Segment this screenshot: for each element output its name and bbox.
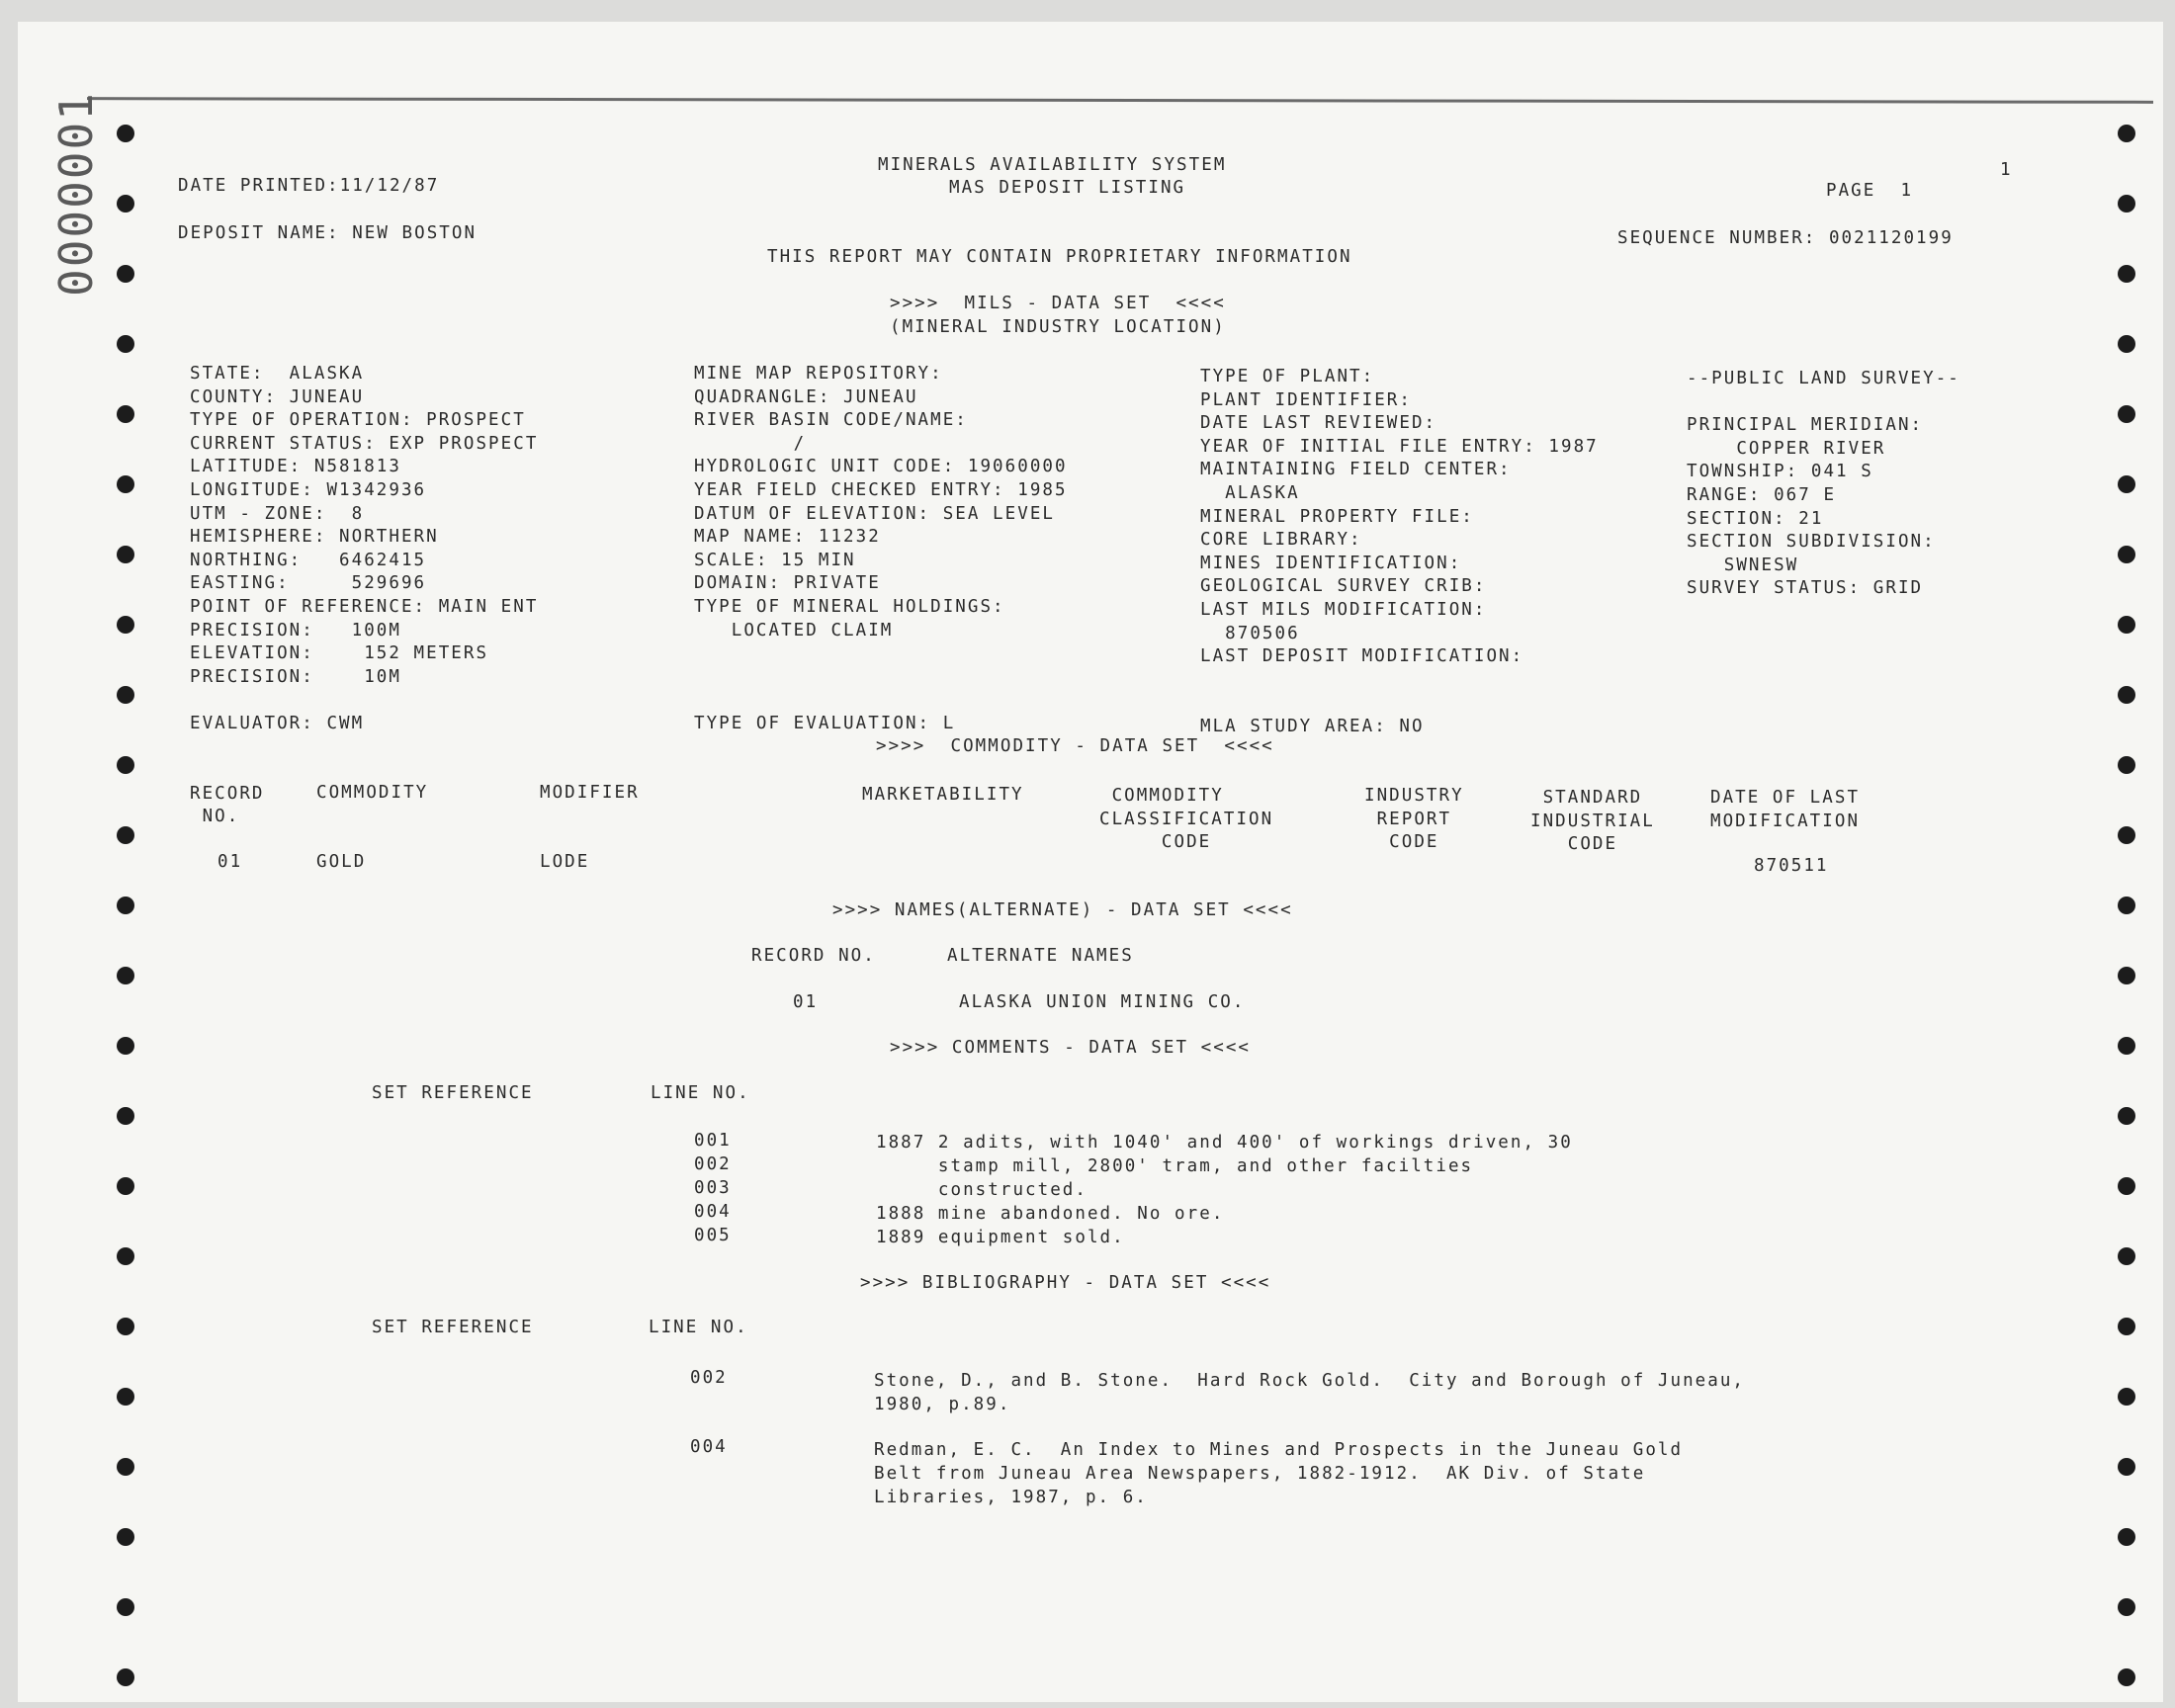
mils-field: --PUBLIC LAND SURVEY-- [1687, 369, 1960, 388]
bibliography-line-no: LINE NO. [649, 1318, 748, 1337]
feed-hole [117, 897, 134, 914]
mils-field: SECTION: 21 [1687, 508, 1824, 529]
feed-hole [2118, 1037, 2135, 1055]
feed-hole [2118, 1247, 2135, 1265]
mils-field: LONGITUDE: W1342936 [190, 479, 427, 500]
bibliography-heading: >>>> BIBLIOGRAPHY - DATA SET <<<< [860, 1273, 1271, 1293]
col-classification: COMMODITY CLASSIFICATION CODE [1099, 786, 1274, 852]
commodity-heading: >>>> COMMODITY - DATA SET <<<< [876, 736, 1274, 756]
feed-hole [2118, 1598, 2135, 1616]
feed-hole [117, 1107, 134, 1125]
bibliography-citation: Redman, E. C. An Index to Mines and Prospects in the Juneau Gold Belt from Juneau Area Newspapers, 1882-1912. AK Div. of State Libraries, 1987, p. 6. [874, 1440, 1684, 1507]
comment-line-text: constructed. [876, 1180, 1088, 1200]
feed-hole [2118, 195, 2135, 213]
mils-field: DOMAIN: PRIVATE [694, 573, 881, 594]
feed-hole [2118, 897, 2135, 914]
names-alternate-name: ALASKA UNION MINING CO. [959, 992, 1246, 1012]
mils-field: PRECISION: 10M [190, 666, 401, 687]
feed-hole [2118, 756, 2135, 774]
mils-field: YEAR OF INITIAL FILE ENTRY: 1987 [1200, 436, 1599, 457]
mils-field: MAP NAME: 11232 [694, 527, 881, 548]
feed-hole [2118, 616, 2135, 634]
mils-field [694, 689, 1068, 713]
feed-hole [2118, 686, 2135, 704]
page-number: PAGE 1 [1826, 181, 1914, 201]
mils-field: TYPE OF EVALUATION: L [694, 713, 956, 733]
comment-line-text: 1887 2 adits, with 1040' and 400' of workings driven, 30 [876, 1133, 1573, 1153]
mils-field: COPPER RIVER [1687, 438, 1886, 459]
feed-hole [2118, 1458, 2135, 1476]
mils-field: STATE: ALASKA [190, 364, 365, 384]
mils-column-3 [1200, 366, 1599, 739]
mils-field [1200, 692, 1599, 716]
mils-field: PRINCIPAL MERIDIAN: [1687, 415, 1924, 436]
col-standard-industrial: STANDARD INDUSTRIAL CODE [1530, 788, 1655, 854]
deposit-name: DEPOSIT NAME: NEW BOSTON [178, 223, 478, 243]
bibliography-citation: Stone, D., and B. Stone. Hard Rock Gold. City and Borough of Juneau, 1980, p.89. [874, 1371, 1746, 1414]
feed-hole [2118, 1318, 2135, 1335]
names-record-header: RECORD NO. [751, 946, 876, 966]
feed-hole [117, 1177, 134, 1195]
names-alternate-header: ALTERNATE NAMES [947, 946, 1134, 966]
mils-field: 870506 [1200, 623, 1300, 643]
mils-heading: >>>> MILS - DATA SET <<<< [890, 294, 1226, 313]
mils-subheading: (MINERAL INDUSTRY LOCATION) [890, 317, 1226, 337]
mils-field: LAST DEPOSIT MODIFICATION: [1200, 646, 1524, 667]
mils-field: DATE LAST REVIEWED: [1200, 413, 1437, 434]
mils-field [694, 666, 1068, 690]
col-modifier: MODIFIER [540, 783, 640, 803]
mils-field: LAST MILS MODIFICATION: [1200, 599, 1487, 620]
mils-field: / [694, 433, 807, 454]
feed-hole [117, 826, 134, 844]
mils-field: GEOLOGICAL SURVEY CRIB: [1200, 576, 1487, 597]
mils-column-2 [694, 363, 1068, 736]
comment-line-number: 002 [694, 1154, 732, 1174]
sequence-number: SEQUENCE NUMBER: 0021120199 [1617, 228, 1954, 248]
mils-field: TOWNSHIP: 041 S [1687, 462, 1873, 482]
mils-field: QUADRANGLE: JUNEAU [694, 386, 918, 407]
feed-hole [117, 265, 134, 283]
mils-field: LOCATED CLAIM [694, 620, 894, 640]
comment-line-number: 003 [694, 1178, 732, 1198]
mils-field: SCALE: 15 MIN [694, 550, 856, 570]
mils-field: RIVER BASIN CODE/NAME: [694, 410, 968, 431]
comments-set-reference: SET REFERENCE [372, 1083, 534, 1103]
mils-field: YEAR FIELD CHECKED ENTRY: 1985 [694, 479, 1068, 500]
feed-hole [2118, 546, 2135, 563]
row-date: 870511 [1754, 856, 1829, 876]
col-marketability: MARKETABILITY [862, 785, 1024, 805]
names-heading: >>>> NAMES(ALTERNATE) - DATA SET <<<< [832, 900, 1293, 920]
row-commodity: GOLD [316, 852, 367, 872]
feed-hole [117, 335, 134, 353]
mils-field: COUNTY: JUNEAU [190, 386, 365, 407]
feed-hole [117, 1668, 134, 1686]
feed-hole [2118, 1107, 2135, 1125]
feed-hole [117, 686, 134, 704]
feed-hole [2118, 1528, 2135, 1546]
date-printed: DATE PRINTED:11/12/87 [178, 176, 440, 196]
comment-line-number: 001 [694, 1131, 732, 1151]
mils-field [190, 689, 538, 713]
mils-column-1 [190, 363, 538, 736]
mils-field: PRECISION: 100M [190, 620, 401, 640]
mils-field: EASTING: 529696 [190, 573, 427, 594]
mils-field [694, 642, 1068, 666]
feed-hole [2118, 265, 2135, 283]
comments-line-no: LINE NO. [651, 1083, 750, 1103]
mils-field [1687, 391, 1960, 415]
feed-hole [2118, 1668, 2135, 1686]
feed-hole [117, 1247, 134, 1265]
proprietary-notice: THIS REPORT MAY CONTAIN PROPRIETARY INFORMATION [767, 247, 1352, 267]
feed-hole [117, 1388, 134, 1406]
corner-number: 1 [2000, 160, 2013, 180]
feed-hole [2118, 125, 2135, 142]
mils-field: POINT OF REFERENCE: MAIN ENT [190, 596, 539, 617]
margin-stamp: 0000001 [49, 91, 103, 297]
feed-hole [117, 1458, 134, 1476]
mils-field: SURVEY STATUS: GRID [1687, 578, 1924, 599]
comments-heading: >>>> COMMENTS - DATA SET <<<< [890, 1038, 1251, 1058]
feed-hole [117, 475, 134, 493]
mils-field: MAINTAINING FIELD CENTER: [1200, 460, 1512, 480]
mils-field: TYPE OF PLANT: [1200, 367, 1375, 386]
feed-hole [117, 1528, 134, 1546]
mils-field: MLA STUDY AREA: NO [1200, 716, 1425, 736]
feed-hole [2118, 405, 2135, 423]
comment-line-text: 1888 mine abandoned. No ore. [876, 1204, 1225, 1224]
feed-hole [2118, 826, 2135, 844]
mils-field: CURRENT STATUS: EXP PROSPECT [190, 433, 539, 454]
mils-field: MINES IDENTIFICATION: [1200, 553, 1462, 573]
feed-hole [117, 1037, 134, 1055]
row-record-no: 01 [218, 852, 243, 872]
feed-hole [2118, 967, 2135, 984]
feed-hole [2118, 1177, 2135, 1195]
mils-field: CORE LIBRARY: [1200, 530, 1362, 551]
feed-hole [117, 616, 134, 634]
mils-field: MINE MAP REPOSITORY: [694, 364, 943, 384]
listing-title: MAS DEPOSIT LISTING [949, 178, 1186, 198]
feed-hole [117, 1598, 134, 1616]
mils-field: HEMISPHERE: NORTHERN [190, 527, 439, 548]
mils-field: SECTION SUBDIVISION: [1687, 532, 1936, 553]
feed-hole [117, 546, 134, 563]
feed-hole [117, 756, 134, 774]
comment-line-number: 004 [694, 1202, 732, 1222]
mils-field: TYPE OF OPERATION: PROSPECT [190, 410, 526, 431]
mils-field: UTM - ZONE: 8 [190, 503, 365, 524]
mils-field: DATUM OF ELEVATION: SEA LEVEL [694, 503, 1055, 524]
mils-field: MINERAL PROPERTY FILE: [1200, 506, 1474, 527]
col-record-no: RECORD NO. [190, 784, 265, 826]
names-record: 01 [793, 992, 819, 1012]
mils-field: PLANT IDENTIFIER: [1200, 389, 1412, 410]
feed-hole [117, 1318, 134, 1335]
feed-hole [2118, 475, 2135, 493]
row-modifier: LODE [540, 852, 590, 872]
feed-hole [117, 405, 134, 423]
bibliography-line-number: 004 [690, 1437, 728, 1457]
comment-line-number: 005 [694, 1226, 732, 1245]
mils-field: HYDROLOGIC UNIT CODE: 19060000 [694, 457, 1068, 477]
system-title: MINERALS AVAILABILITY SYSTEM [878, 155, 1227, 175]
mils-field: LATITUDE: N581813 [190, 457, 401, 477]
comment-line-text: stamp mill, 2800' tram, and other facilties [876, 1156, 1474, 1176]
mils-field: ALASKA [1200, 482, 1300, 503]
bibliography-set-reference: SET REFERENCE [372, 1318, 534, 1337]
mils-field: RANGE: 067 E [1687, 484, 1837, 505]
bibliography-line-number: 002 [690, 1368, 728, 1388]
col-industry-report: INDUSTRY REPORT CODE [1364, 786, 1464, 852]
feed-hole [2118, 1388, 2135, 1406]
feed-hole [117, 125, 134, 142]
mils-field [1200, 669, 1599, 693]
feed-hole [117, 967, 134, 984]
mils-field: NORTHING: 6462415 [190, 550, 427, 570]
mils-field: TYPE OF MINERAL HOLDINGS: [694, 596, 1005, 617]
col-date-last-mod: DATE OF LAST MODIFICATION [1710, 788, 1861, 831]
mils-field: EVALUATOR: CWM [190, 713, 365, 733]
public-land-survey [1687, 368, 1960, 601]
col-commodity: COMMODITY [316, 783, 429, 803]
feed-hole [117, 195, 134, 213]
comment-line-text: 1889 equipment sold. [876, 1228, 1125, 1247]
mils-field: ELEVATION: 152 METERS [190, 643, 489, 664]
mils-field: SWNESW [1687, 555, 1799, 575]
feed-hole [2118, 335, 2135, 353]
